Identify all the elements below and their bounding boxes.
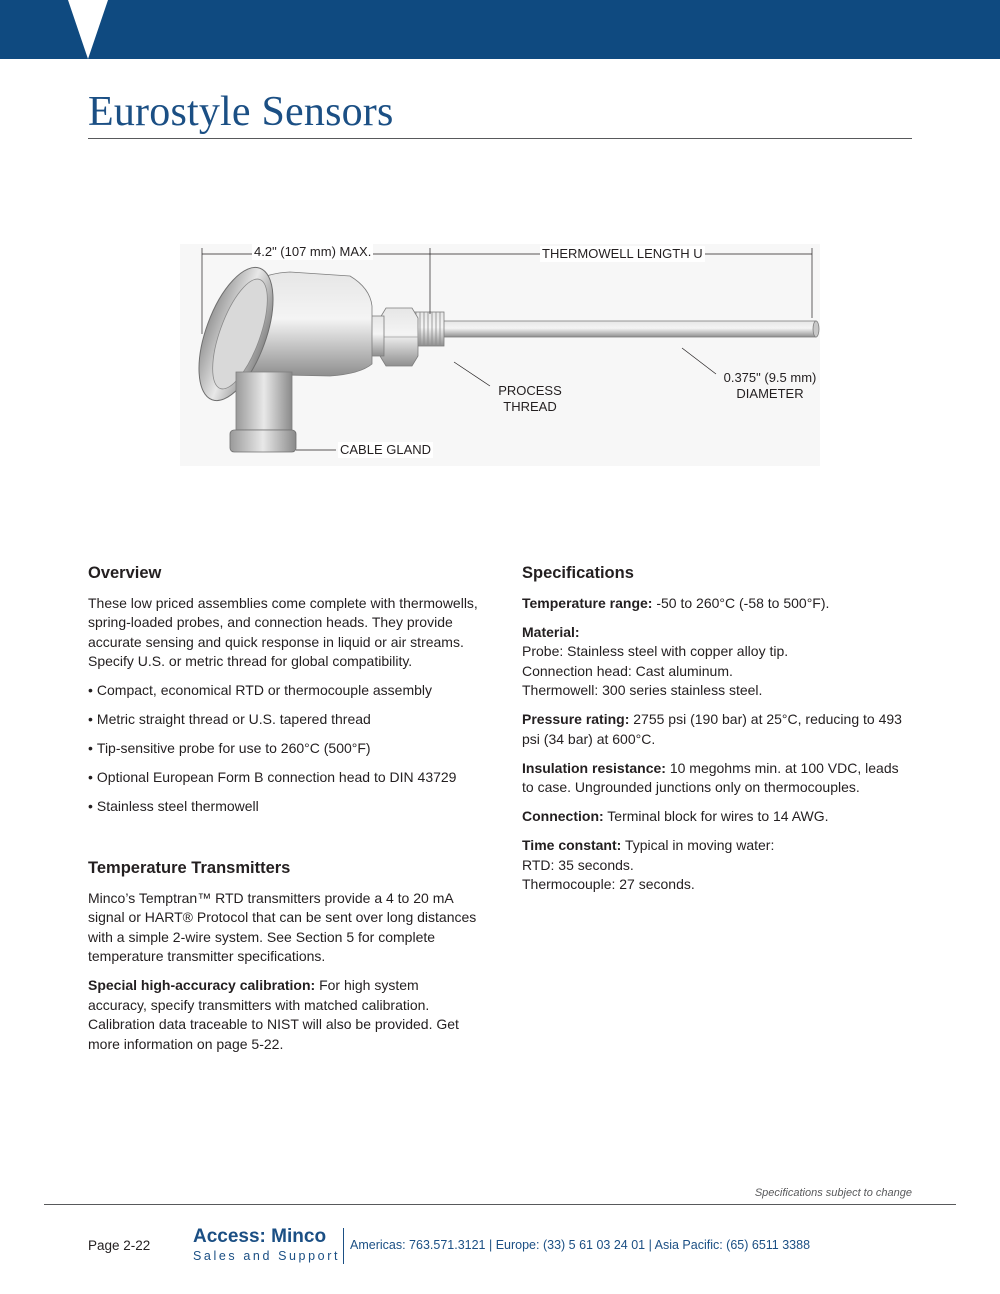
spec-temperature: Temperature range: -50 to 260°C (-58 to 500°F).	[522, 594, 830, 611]
overview-paragraph: These low priced assemblies come complete with thermowells, spring-loaded probes, and connection heads. They provide accurate sensing and quick response in liquid or air streams. Specify U.S. or metric thread for global compatibility.	[88, 594, 478, 669]
calibration-paragraph: Special high-accuracy calibration: For high system accuracy, specify transmitters with matched calibration. Calibration data traceable to NIST will also be provided. Get more information on page 5-22.	[88, 977, 459, 1052]
specifications-heading: Specifications	[522, 564, 634, 582]
page-number: Page 2-22	[88, 1238, 151, 1253]
overview-heading: Overview	[88, 564, 162, 582]
brand-divider	[343, 1228, 344, 1264]
list-item: • Compact, economical RTD or thermocouple assembly	[88, 682, 433, 698]
list-item: • Tip-sensitive probe for use to 260°C (500°F)	[88, 740, 371, 756]
specs-disclaimer: Specifications subject to change	[754, 1187, 912, 1199]
process-thread-label: PROCESS THREAD	[498, 383, 562, 414]
right-column	[522, 564, 914, 904]
sensor-illustration	[180, 244, 820, 466]
contact-numbers: Americas: 763.571.3121 | Europe: (33) 5 61 03 24 01 | Asia Pacific: (65) 6511 3388	[350, 1238, 811, 1252]
spec-insulation: Insulation resistance: 10 megohms min. at 100 VDC, leads to case. Ungrounded junctions only on thermocouples.	[522, 759, 899, 795]
spec-time-constant: Time constant: Typical in moving water: RTD: 35 seconds. Thermocouple: 27 seconds.	[522, 837, 775, 892]
thermowell-length-label: THERMOWELL LENGTH U	[542, 246, 703, 261]
product-figure	[180, 244, 820, 466]
head-dimension-label: 4.2" (107 mm) MAX.	[254, 244, 372, 259]
left-column	[88, 564, 480, 1064]
footer-divider	[44, 1204, 956, 1205]
page-title: Eurostyle Sensors	[88, 89, 394, 135]
overview-bullet-list	[88, 681, 480, 817]
transmitters-heading: Temperature Transmitters	[88, 859, 291, 877]
brand-logo	[193, 1226, 340, 1264]
list-item: • Metric straight thread or U.S. tapered thread	[88, 711, 371, 727]
brand-name: Access: Minco	[193, 1226, 327, 1247]
header-triangle-icon	[68, 0, 108, 59]
list-item: • Optional European Form B connection head to DIN 43729	[88, 769, 457, 785]
list-item: • Stainless steel thermowell	[88, 798, 259, 814]
spec-pressure: Pressure rating: 2755 psi (190 bar) at 25°C, reducing to 493 psi (34 bar) at 600°C.	[522, 711, 902, 747]
cable-gland-label: CABLE GLAND	[340, 442, 432, 457]
transmitters-paragraph: Minco’s Temptran™ RTD transmitters provide a 4 to 20 mA signal or HART® Protocol that can be sent over long distances with a simple 2-wire system. See Section 5 for complete temperature transmitter specifications.	[88, 889, 477, 964]
header-bar	[0, 0, 1000, 59]
spec-material: Material: Probe: Stainless steel with copper alloy tip. Connection head: Cast aluminum. Thermowell: 300 series stainless steel.	[522, 623, 789, 698]
diameter-label: 0.375" (9.5 mm) DIAMETER	[723, 370, 817, 401]
spec-connection: Connection: Terminal block for wires to 14 AWG.	[522, 808, 829, 824]
brand-tagline: Sales and Support	[193, 1249, 341, 1263]
title-divider	[88, 138, 912, 139]
